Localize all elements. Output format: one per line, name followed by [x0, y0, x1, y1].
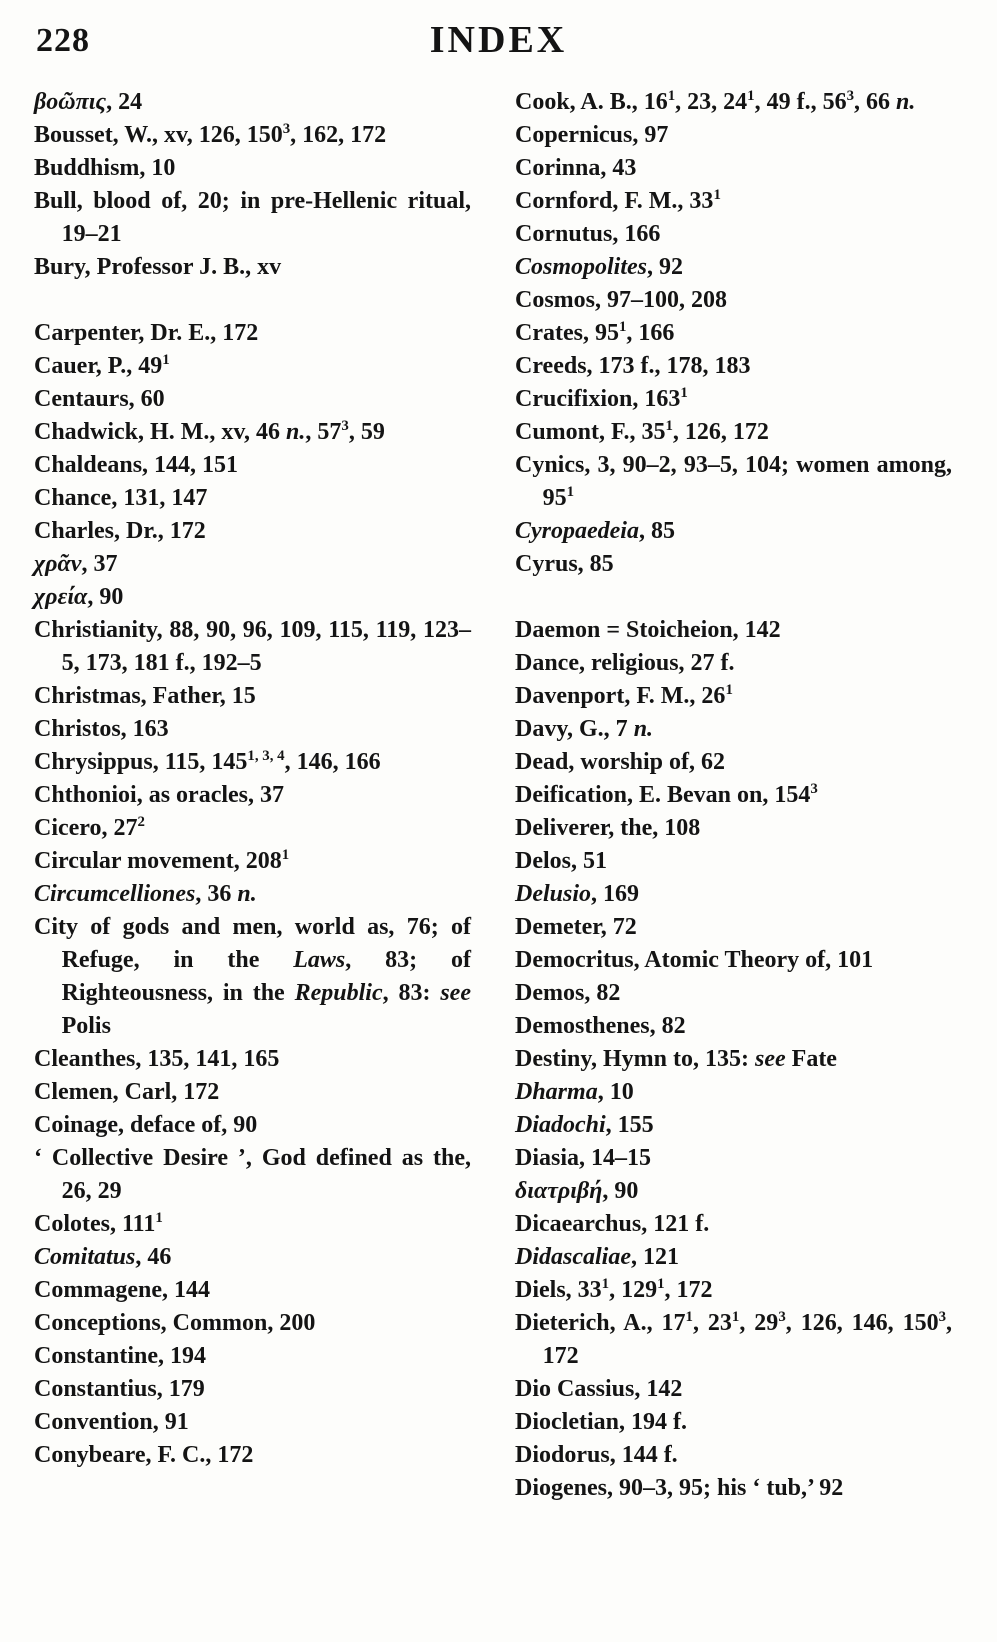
- entry-italic-text: Comitatus: [34, 1244, 136, 1270]
- index-entry: [34, 449, 471, 482]
- entry-text: , 23, 24: [675, 89, 748, 115]
- entry-text: , 121: [630, 1244, 679, 1270]
- entry-italic-text: see: [440, 980, 471, 1006]
- entry-italic-text: χρεία: [34, 584, 88, 610]
- index-entry: [34, 482, 471, 515]
- index-entry: [515, 1439, 952, 1472]
- entry-italic-text: Diadochi: [515, 1112, 606, 1138]
- entry-text: City of gods and men, world as, 76; of Refuge, in the: [34, 914, 471, 973]
- index-entry: [34, 1142, 471, 1208]
- index-entry: [515, 1109, 952, 1142]
- entry-text: Dio Cassius, 142: [515, 1376, 683, 1402]
- entry-text: Cynics, 3, 90–2, 93–5, 104; women among, 95: [515, 452, 952, 511]
- entry-text: Diasia, 14–15: [515, 1145, 652, 1171]
- entry-italic-text: Cosmopolites: [515, 254, 648, 280]
- entry-italic-text: n.: [237, 881, 257, 907]
- index-entry: [515, 152, 952, 185]
- entry-italic-text: n.: [286, 419, 306, 445]
- entry-text: Chadwick, H. M., xv, 46: [34, 419, 287, 445]
- entry-text: Chaldeans, 144, 151: [34, 452, 239, 478]
- index-entry: [34, 383, 471, 416]
- index-entry: [515, 911, 952, 944]
- index-entry: [515, 944, 952, 977]
- index-entry: [34, 1076, 471, 1109]
- index-entry: [515, 647, 952, 680]
- index-entry: [34, 713, 471, 746]
- entry-text: Demeter, 72: [515, 914, 637, 940]
- entry-superscript: 1: [713, 187, 721, 203]
- index-entry: [515, 1373, 952, 1406]
- entry-text: Dieterich, A., 17: [515, 1310, 686, 1336]
- index-entry: [34, 119, 471, 152]
- index-entry: [515, 218, 952, 251]
- entry-superscript: 1: [680, 385, 688, 401]
- entry-text: , 83:: [382, 980, 441, 1006]
- entry-text: , 49 f., 56: [754, 89, 847, 115]
- entry-text: Delos, 51: [515, 848, 607, 874]
- entry-italic-text: Circumcelliones: [34, 881, 196, 907]
- index-entry: [515, 416, 952, 449]
- index-entry: [515, 680, 952, 713]
- entry-superscript: 3: [810, 781, 818, 797]
- index-entry: [34, 581, 471, 614]
- entry-text: Davenport, F. M., 26: [515, 683, 726, 709]
- index-column-right: [515, 86, 952, 1505]
- entry-text: , 23: [692, 1310, 732, 1336]
- index-entry: [515, 383, 952, 416]
- entry-text: Clemen, Carl, 172: [34, 1079, 220, 1105]
- entry-superscript: 1: [566, 484, 575, 500]
- entry-text: Deliverer, the, 108: [515, 815, 701, 841]
- entry-superscript: 3: [282, 121, 291, 137]
- entry-text: Christos, 163: [34, 716, 169, 742]
- index-entry: [515, 185, 952, 218]
- index-entry: [515, 449, 952, 515]
- entry-text: Daemon = Stoicheion, 142: [515, 617, 781, 643]
- entry-text: Constantius, 179: [34, 1376, 205, 1402]
- entry-text: Demos, 82: [515, 980, 621, 1006]
- entry-text: Carpenter, Dr. E., 172: [34, 320, 259, 346]
- entry-superscript: 1: [667, 88, 676, 104]
- entry-text: Copernicus, 97: [515, 122, 669, 148]
- index-entry: [515, 779, 952, 812]
- index-entry: [515, 284, 952, 317]
- index-entry: [515, 845, 952, 878]
- page-header: [0, 0, 997, 78]
- entry-text: Commagene, 144: [34, 1277, 210, 1303]
- index-entry: [515, 1076, 952, 1109]
- entry-text: Cicero, 27: [34, 815, 138, 841]
- entry-text: Chance, 131, 147: [34, 485, 208, 511]
- index-entry: [34, 1406, 471, 1439]
- entry-text: Dance, religious, 27 f.: [515, 650, 735, 676]
- entry-text: Corinna, 43: [515, 155, 637, 181]
- entry-text: Chrysippus, 115, 145: [34, 749, 248, 775]
- index-entry: [515, 977, 952, 1010]
- entry-text: , 126, 172: [672, 419, 769, 445]
- index-entry: [34, 1241, 471, 1274]
- index-entry: [34, 350, 471, 383]
- entry-text: Cornford, F. M., 33: [515, 188, 714, 214]
- entry-text: Chthonioi, as oracles, 37: [34, 782, 285, 808]
- index-entry: [34, 911, 471, 1043]
- index-entry: [515, 812, 952, 845]
- index-entry: [515, 746, 952, 779]
- index-entry: [515, 1406, 952, 1439]
- entry-superscript: 1: [155, 1210, 163, 1226]
- index-entry: [34, 1307, 471, 1340]
- entry-text: , 10: [597, 1079, 634, 1105]
- entry-italic-text: Laws: [293, 947, 346, 973]
- index-entry: [515, 119, 952, 152]
- index-entry: [34, 515, 471, 548]
- entry-superscript: 1: [731, 1309, 740, 1325]
- index-entry: [34, 779, 471, 812]
- index-entry: [34, 812, 471, 845]
- entry-text: , 83; of Righteousness, in the: [61, 947, 472, 1006]
- index-entry: [515, 713, 952, 746]
- index-entry: [34, 251, 471, 284]
- entry-superscript: 3: [341, 418, 349, 434]
- entry-text: , 57: [305, 419, 342, 445]
- entry-text: , 172: [664, 1277, 713, 1303]
- index-entry: [515, 317, 952, 350]
- entry-italic-text: Republic: [294, 980, 383, 1006]
- entry-text: , 146, 166: [284, 749, 381, 775]
- entry-text: Cosmos, 97–100, 208: [515, 287, 728, 313]
- index-entry: [34, 1439, 471, 1472]
- entry-text: Coinage, deface of, 90: [34, 1112, 258, 1138]
- index-entry: [515, 1472, 952, 1505]
- entry-italic-text: n.: [896, 89, 916, 115]
- entry-superscript: 1: [281, 847, 290, 863]
- index-entry: [34, 152, 471, 185]
- entry-text: , 59: [348, 419, 385, 445]
- entry-text: Destiny, Hymn to, 135:: [515, 1046, 755, 1072]
- page-number: 228: [36, 22, 90, 59]
- entry-text: Dead, worship of, 62: [515, 749, 726, 775]
- entry-text: Cornutus, 166: [515, 221, 661, 247]
- entry-text: Diels, 33: [515, 1277, 602, 1303]
- index-entry: [515, 86, 952, 119]
- entry-text: , 129: [609, 1277, 658, 1303]
- index-entry: [515, 350, 952, 383]
- entry-text: , 162, 172: [290, 122, 387, 148]
- entry-text: , 85: [638, 518, 675, 544]
- entry-italic-text: Dharma: [515, 1079, 598, 1105]
- entry-text: Cyrus, 85: [515, 551, 614, 577]
- entry-superscript: 1: [618, 319, 627, 335]
- index-entry: [515, 548, 952, 581]
- entry-text: Bull, blood of, 20; in pre-Hellenic ritual, 19–21: [34, 188, 471, 247]
- index-entry: [34, 548, 471, 581]
- entry-text: Bousset, W., xv, 126, 150: [34, 122, 283, 148]
- entry-italic-text: n.: [633, 716, 654, 742]
- entry-text: , 66: [854, 89, 897, 115]
- entry-text: , 24: [106, 89, 143, 115]
- page-title: INDEX: [429, 19, 568, 61]
- entry-superscript: 1: [162, 352, 170, 368]
- index-entry: [34, 1340, 471, 1373]
- entry-text: , 29: [739, 1310, 779, 1336]
- entry-superscript: 1: [725, 682, 733, 698]
- entry-text: , 126, 146, 150: [785, 1310, 939, 1336]
- index-entry: [34, 1274, 471, 1307]
- entry-superscript: 3: [938, 1309, 947, 1325]
- index-entry: [34, 746, 471, 779]
- index-entry: [515, 1010, 952, 1043]
- entry-superscript: 2: [137, 814, 145, 830]
- index-entry: [515, 1274, 952, 1307]
- entry-italic-text: διατριβή: [515, 1178, 603, 1204]
- entry-text: Diogenes, 90–3, 95; his ‘ tub,’ 92: [515, 1475, 844, 1501]
- entry-text: Crates, 95: [515, 320, 619, 346]
- entry-italic-text: see: [755, 1046, 786, 1072]
- index-entry: [34, 680, 471, 713]
- entry-italic-text: Cyropaedeia: [515, 518, 639, 544]
- index-entry: [515, 614, 952, 647]
- index-entry: [515, 1307, 952, 1373]
- entry-text: , 36: [195, 881, 238, 907]
- entry-text: , 90: [87, 584, 124, 610]
- index-entry: [34, 878, 471, 911]
- entry-text: Creeds, 173 f., 178, 183: [515, 353, 751, 379]
- entry-superscript: 1: [747, 88, 755, 104]
- entry-text: Bury, Professor J. B., xv: [34, 254, 282, 280]
- entry-text: Democritus, Atomic Theory of, 101: [515, 947, 874, 973]
- entry-text: Conceptions, Common, 200: [34, 1310, 316, 1336]
- entry-superscript: 1: [601, 1276, 610, 1292]
- entry-superscript: 1: [685, 1309, 693, 1325]
- index-entry: [34, 614, 471, 680]
- entry-text: Dicaearchus, 121 f.: [515, 1211, 710, 1237]
- entry-text: Cumont, F., 35: [515, 419, 666, 445]
- entry-text: Buddhism, 10: [34, 155, 176, 181]
- entry-text: Cook, A. B., 16: [515, 89, 668, 115]
- entry-italic-text: βοῶπις: [34, 89, 107, 115]
- entry-superscript: 1: [665, 418, 673, 434]
- entry-text: , 169: [591, 881, 640, 907]
- entry-text: Convention, 91: [34, 1409, 189, 1435]
- entry-text: ‘ Collective Desire ’, God defined as the, 26, 29: [34, 1145, 471, 1204]
- index-entry: [515, 1175, 952, 1208]
- index-entry: [515, 251, 952, 284]
- entry-text: Diodorus, 144 f.: [515, 1442, 678, 1468]
- index-entry: [34, 185, 471, 251]
- index-entry: [515, 515, 952, 548]
- entry-text: Davy, G., 7: [515, 716, 634, 742]
- entry-text: Charles, Dr., 172: [34, 518, 206, 544]
- index-entry: [34, 86, 471, 119]
- entry-superscript: 1: [657, 1276, 665, 1292]
- index-entry: [515, 1241, 952, 1274]
- entry-text: Cleanthes, 135, 141, 165: [34, 1046, 280, 1072]
- index-column-left: [34, 86, 471, 1505]
- entry-text: Polis: [61, 1013, 111, 1039]
- entry-text: Constantine, 194: [34, 1343, 207, 1369]
- entry-text: Christianity, 88, 90, 96, 109, 115, 119, 123–5, 173, 181 f., 192–5: [34, 617, 471, 676]
- entry-text: Colotes, 111: [34, 1211, 156, 1237]
- entry-text: Conybeare, F. C., 172: [34, 1442, 254, 1468]
- entry-text: , 37: [81, 551, 118, 577]
- entry-superscript: 3: [846, 88, 855, 104]
- entry-text: , 155: [605, 1112, 654, 1138]
- index-entry: [34, 1373, 471, 1406]
- entry-italic-text: Didascaliae: [515, 1244, 631, 1270]
- index-entry: [34, 1043, 471, 1076]
- entry-italic-text: Delusio: [515, 881, 592, 907]
- entry-text: Circular movement, 208: [34, 848, 282, 874]
- entry-text: , 166: [626, 320, 675, 346]
- entry-italic-text: χρᾶν: [34, 551, 82, 577]
- index-entry: [515, 1208, 952, 1241]
- index-entry: [34, 1208, 471, 1241]
- entry-text: Christmas, Father, 15: [34, 683, 256, 709]
- index-entry: [515, 1142, 952, 1175]
- entry-text: Diocletian, 194 f.: [515, 1409, 687, 1435]
- index-columns: [0, 78, 997, 1505]
- index-entry: [34, 317, 471, 350]
- entry-text: Demosthenes, 82: [515, 1013, 686, 1039]
- entry-superscript: 3: [778, 1309, 786, 1325]
- entry-text: Crucifixion, 163: [515, 386, 681, 412]
- entry-text: Centaurs, 60: [34, 386, 165, 412]
- entry-text: , 46: [135, 1244, 172, 1270]
- entry-text: Deification, E. Bevan on, 154: [515, 782, 811, 808]
- entry-text: Fate: [785, 1046, 837, 1072]
- index-entry: [34, 845, 471, 878]
- entry-text: Cauer, P., 49: [34, 353, 163, 379]
- entry-text: , 172: [542, 1310, 953, 1369]
- entry-text: , 92: [647, 254, 684, 280]
- entry-superscript: 1, 3, 4: [247, 748, 285, 764]
- index-entry: [515, 1043, 952, 1076]
- index-entry: [34, 416, 471, 449]
- index-entry: [515, 878, 952, 911]
- entry-text: , 90: [602, 1178, 639, 1204]
- index-entry: [34, 1109, 471, 1142]
